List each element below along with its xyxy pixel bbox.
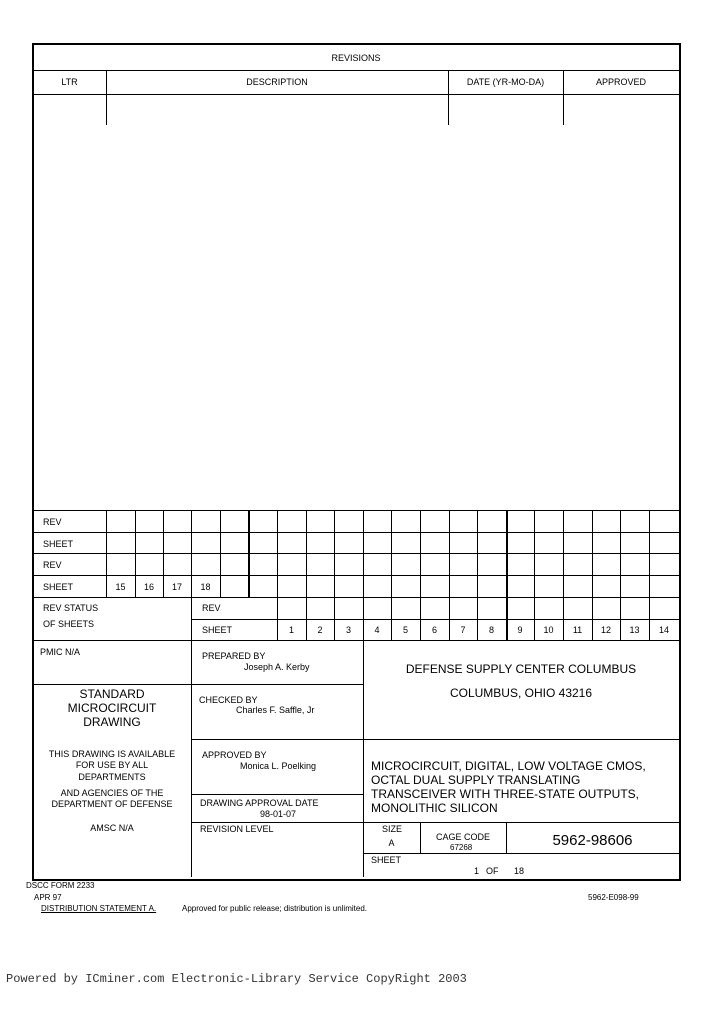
approval-date-value: 98-01-07 xyxy=(260,809,297,819)
title-line1: MICROCIRCUIT, DIGITAL, LOW VOLTAGE CMOS, xyxy=(371,759,646,773)
rev-status-rev-label: REV xyxy=(202,603,221,613)
revision-level-label: REVISION LEVEL xyxy=(200,824,274,834)
sheet-of: OF xyxy=(486,866,499,876)
status-sheet-2: 2 xyxy=(317,625,323,635)
checked-name: Charles F. Saffle, Jr xyxy=(236,705,315,715)
sheet-label-2: SHEET xyxy=(43,582,74,592)
rev-label-1: REV xyxy=(43,517,62,527)
size-label: SIZE xyxy=(382,824,403,834)
standard-line3: DRAWING xyxy=(83,715,141,729)
cont-sheet-15: 15 xyxy=(115,582,126,592)
status-sheet-8: 8 xyxy=(488,625,494,635)
sheet-current: 1 xyxy=(474,866,480,876)
standard-line2: MICROCIRCUIT xyxy=(67,701,157,715)
col-description: DESCRIPTION xyxy=(246,77,308,87)
avail-line2: FOR USE BY ALL xyxy=(75,760,149,770)
avail-line5: DEPARTMENT OF DEFENSE xyxy=(51,799,173,809)
approval-date-label: DRAWING APPROVAL DATE xyxy=(200,798,319,808)
pmic: PMIC N/A xyxy=(40,647,81,657)
dscc-line1: DEFENSE SUPPLY CENTER COLUMBUS xyxy=(405,662,637,676)
footer-watermark: Powered by ICminer.com Electronic-Library Service CopyRight 2003 xyxy=(6,972,467,986)
rev-status-line2: OF SHEETS xyxy=(43,619,95,629)
status-sheet-1: 1 xyxy=(288,625,294,635)
status-sheet-14: 14 xyxy=(658,625,669,635)
status-sheet-12: 12 xyxy=(600,625,611,635)
status-sheet-4: 4 xyxy=(374,625,380,635)
col-date: DATE (YR-MO-DA) xyxy=(466,77,545,87)
status-sheet-7: 7 xyxy=(460,625,466,635)
form-line1: DSCC FORM 2233 xyxy=(26,881,95,890)
drawing-number: 5962-98606 xyxy=(552,832,633,849)
prepared-name: Joseph A. Kerby xyxy=(244,662,310,672)
status-sheet-13: 13 xyxy=(629,625,640,635)
cage-value: 67268 xyxy=(450,843,473,852)
prepared-label: PREPARED BY xyxy=(202,651,266,661)
cont-sheet-16: 16 xyxy=(143,582,154,592)
size-value: A xyxy=(388,838,395,848)
col-ltr: LTR xyxy=(61,77,78,87)
rev-label-2: REV xyxy=(43,560,62,570)
status-sheet-3: 3 xyxy=(345,625,351,635)
form-line2: APR 97 xyxy=(34,893,62,902)
status-sheet-5: 5 xyxy=(402,625,408,635)
col-approved: APPROVED xyxy=(595,77,646,87)
sheet-total: 18 xyxy=(514,866,525,876)
title-line4: MONOLITHIC SILICON xyxy=(371,801,498,815)
avail-line3: DEPARTMENTS xyxy=(78,772,146,782)
sheet-label: SHEET xyxy=(371,855,402,865)
status-sheet-10: 10 xyxy=(543,625,554,635)
title-line3: TRANSCEIVER WITH THREE-STATE OUTPUTS, xyxy=(371,787,640,801)
status-sheet-6: 6 xyxy=(431,625,437,635)
dscc-line2: COLUMBUS, OHIO 43216 xyxy=(449,686,593,700)
rev-status-line1: REV STATUS xyxy=(43,603,99,613)
status-sheet-11: 11 xyxy=(572,625,583,635)
standard-line1: STANDARD xyxy=(79,687,145,701)
checked-label: CHECKED BY xyxy=(199,695,258,705)
revisions-title: REVISIONS xyxy=(331,53,381,63)
cage-label: CAGE CODE xyxy=(435,832,490,842)
rev-status-sheet-label: SHEET xyxy=(202,625,233,635)
cont-sheet-18: 18 xyxy=(200,582,211,592)
title-line2: OCTAL DUAL SUPPLY TRANSLATING xyxy=(371,773,581,787)
status-sheet-9: 9 xyxy=(517,625,523,635)
cont-sheet-17: 17 xyxy=(171,582,182,592)
amsc: AMSC N/A xyxy=(90,823,134,833)
form-code: 5962-E098-99 xyxy=(588,893,639,902)
avail-line4: AND AGENCIES OF THE xyxy=(60,788,164,798)
distribution-label: DISTRIBUTION STATEMENT A. xyxy=(41,904,157,913)
approved-label: APPROVED BY xyxy=(202,750,267,760)
distribution-text: Approved for public release; distribution is unlimited. xyxy=(182,904,367,913)
approved-name: Monica L. Poelking xyxy=(240,761,317,771)
sheet-label-1: SHEET xyxy=(43,539,74,549)
avail-line1: THIS DRAWING IS AVAILABLE xyxy=(48,749,176,759)
